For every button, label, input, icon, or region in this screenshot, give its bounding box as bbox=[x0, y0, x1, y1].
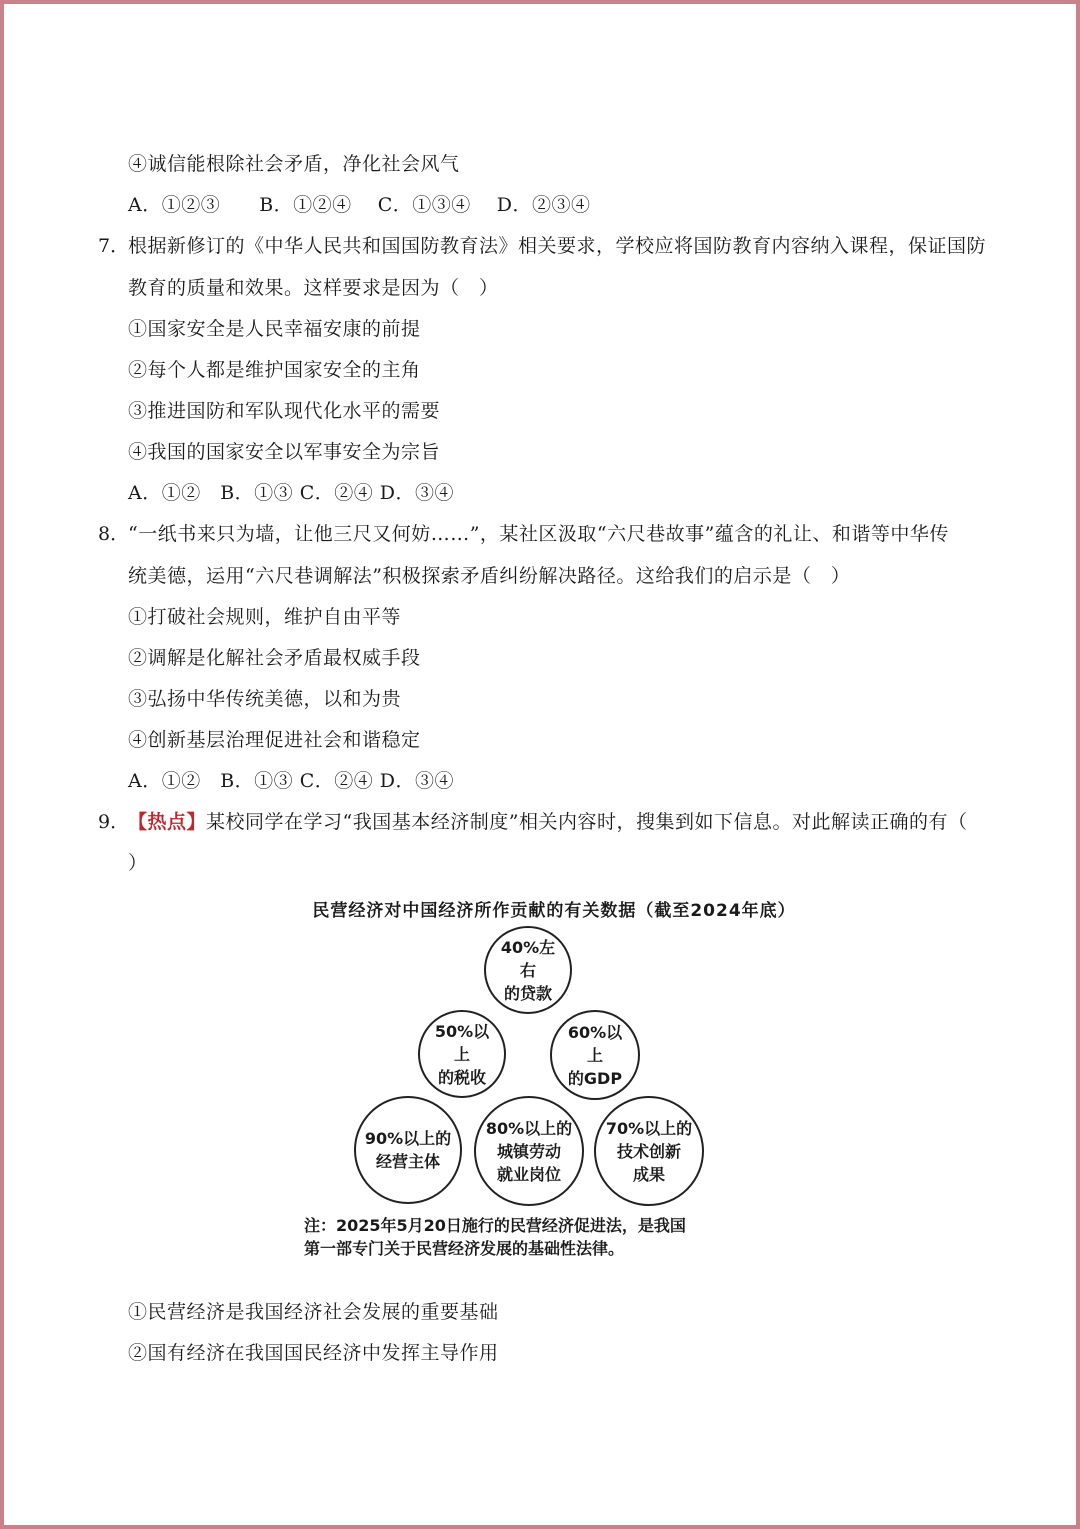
q8-answer-choices: A．①② B．①③ C．②④ D．③④ bbox=[128, 770, 455, 792]
circle-gdp: 60%以上 的GDP bbox=[550, 1010, 640, 1100]
figure-note: 注：2025年5月20日施行的民营经济促进法，是我国 第一部专门关于民营经济发展的基础性法律。 bbox=[304, 1216, 686, 1258]
q7-option-2: ②每个人都是维护国家安全的主角 bbox=[128, 359, 421, 381]
q8-stem-line-2: 统美德，运用“六尺巷调解法”积极探索矛盾纠纷解决路径。这给我们的启示是（ ） bbox=[128, 565, 851, 587]
q8-stem-line-1: “一纸书来只为墙，让他三尺又何妨……”，某社区汲取“六尺巷故事”蕴含的礼让、和谐等中华传 bbox=[128, 523, 949, 545]
q6-option-4: ④诚信能根除社会矛盾，净化社会风气 bbox=[128, 153, 460, 175]
exam-page bbox=[4, 4, 1076, 1525]
q6-answer-choices: A．①②③ B．①②④ C．①③④ D．②③④ bbox=[128, 194, 591, 216]
q9-number: 9． bbox=[98, 811, 130, 833]
circle-urban-jobs: 80%以上的 城镇劳动 就业岗位 bbox=[474, 1096, 584, 1206]
q7-option-1: ①国家安全是人民幸福安康的前提 bbox=[128, 318, 421, 340]
q8-number: 8． bbox=[98, 523, 130, 545]
circle-tech-innovation: 70%以上的 技术创新 成果 bbox=[594, 1096, 704, 1206]
q9-option-2: ②国有经济在我国国民经济中发挥主导作用 bbox=[128, 1342, 499, 1364]
q9-stem-line-1 bbox=[128, 810, 967, 834]
hot-topic-tag: 【热点】 bbox=[128, 811, 207, 833]
q9-stem-text: 某校同学在学习“我国基本经济制度”相关内容时，搜集到如下信息。对此解读正确的有（ bbox=[206, 811, 968, 833]
q8-option-1: ①打破社会规则，维护自由平等 bbox=[128, 606, 402, 628]
q7-option-3: ③推进国防和军队现代化水平的需要 bbox=[128, 400, 441, 422]
q8-option-2: ②调解是化解社会矛盾最权威手段 bbox=[128, 647, 421, 669]
circle-tax: 50%以上 的税收 bbox=[418, 1010, 506, 1098]
circle-loans: 40%左右 的贷款 bbox=[484, 926, 572, 1014]
q7-answer-choices: A．①② B．①③ C．②④ D．③④ bbox=[128, 482, 455, 504]
q9-option-1: ①民营经济是我国经济社会发展的重要基础 bbox=[128, 1301, 499, 1323]
figure-title: 民营经济对中国经济所作贡献的有关数据（截至2024年底） bbox=[312, 901, 796, 921]
q7-stem-line-2: 教育的质量和效果。这样要求是因为（ ） bbox=[128, 277, 499, 299]
q7-option-4: ④我国的国家安全以军事安全为宗旨 bbox=[128, 441, 441, 463]
q7-number: 7． bbox=[98, 235, 130, 257]
private-economy-figure bbox=[294, 892, 814, 1264]
circle-business-entities: 90%以上的 经营主体 bbox=[354, 1096, 462, 1204]
q8-option-3: ③弘扬中华传统美德，以和为贵 bbox=[128, 688, 402, 710]
q8-option-4: ④创新基层治理促进社会和谐稳定 bbox=[128, 729, 421, 751]
q7-stem-line-1: 根据新修订的《中华人民共和国国防教育法》相关要求，学校应将国防教育内容纳入课程，保证国防 bbox=[128, 235, 987, 257]
q9-stem-line-2: ） bbox=[128, 852, 148, 874]
